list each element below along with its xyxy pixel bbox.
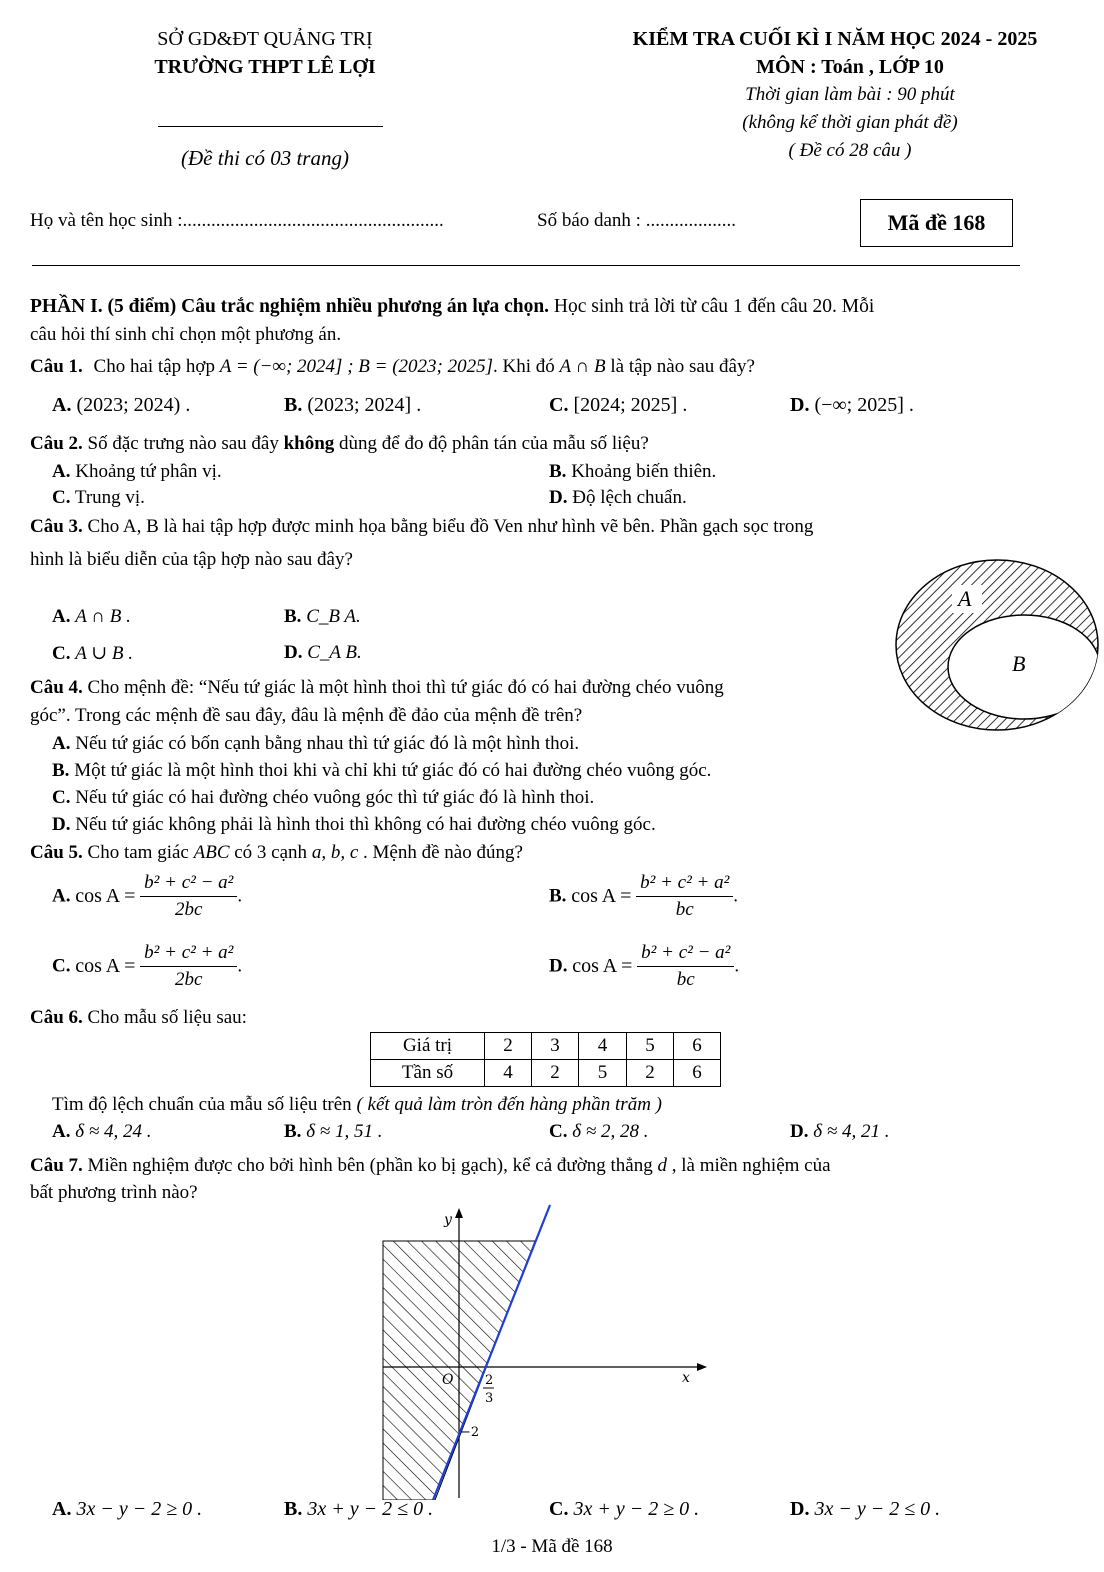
q5-option-b-fraction [636, 872, 733, 921]
q7-origin-label: O [442, 1372, 454, 1388]
q4-option-a-label: A. [52, 733, 71, 754]
q3-option-d-text: C_A B. [307, 642, 362, 663]
q1-text-c: là tập nào sau đây? [605, 356, 755, 377]
q6-sub-italic: ( kết quả làm tròn đến hàng phần trăm ) [356, 1094, 662, 1115]
q6-sub-text: Tìm độ lệch chuẩn của mẫu số liệu trên [52, 1094, 357, 1115]
page-footer: 1/3 - Mã đề 168 [491, 1536, 613, 1557]
q7-line-name: d [657, 1155, 667, 1176]
q3-option-c-text: A ∪ B . [75, 643, 134, 664]
q3-option-b-label: B. [284, 606, 302, 627]
q7-stem-line1 [30, 1155, 831, 1177]
q6-option-a-label: A. [52, 1121, 71, 1142]
q2-stem [30, 433, 649, 455]
q2-label: Câu 2. [30, 433, 83, 454]
q7-label: Câu 7. [30, 1155, 83, 1176]
q7-graph [380, 1200, 715, 1500]
part1-heading [30, 296, 874, 318]
q2-option-d-text: Độ lệch chuẩn. [567, 487, 687, 508]
q5-option-a-denominator: 2bc [175, 899, 203, 920]
part1-heading-line2: câu hỏi thí sinh chỉ chọn một phương án. [30, 324, 342, 345]
q6-table-cell: 5 [579, 1060, 627, 1087]
q7-text-line1b: , là miền nghiệm của [666, 1155, 831, 1176]
q2-option-c-text: Trung vị. [70, 487, 145, 508]
q4-option-b-text: Một tứ giác là một hình thoi khi và chỉ khi tứ giác đó có hai đường chéo vuông góc. [69, 760, 712, 781]
q1-option-c-text: [2024; 2025] . [573, 394, 688, 416]
q4-option-c-label: C. [52, 787, 71, 808]
q5-option-b-denominator: bc [675, 899, 694, 920]
q5-text-b: có 3 cạnh [229, 842, 312, 863]
q2-text-b: dùng để đo độ phân tán của mẫu số liệu? [334, 433, 649, 454]
q6-table-head-values: Giá trị [371, 1033, 485, 1060]
q6-table-cell: 4 [579, 1033, 627, 1060]
q7-x-arrow-icon [697, 1363, 707, 1371]
q5-option-d-denominator: bc [676, 969, 695, 990]
q7-option-a-text: 3x − y − 2 ≥ 0 . [76, 1498, 203, 1520]
q1-option-d-text: (−∞; 2025] . [814, 394, 914, 416]
q4-option-a[interactable] [52, 733, 579, 755]
department-name: SỞ GD&ĐT QUẢNG TRỊ [157, 28, 373, 50]
q6-table-head-frequency: Tần số [371, 1060, 485, 1087]
q4-option-b-label: B. [52, 760, 70, 781]
q7-option-a-label: A. [52, 1498, 72, 1520]
q7-stem-line2: bất phương trình nào? [30, 1182, 198, 1203]
q7-x-label: x [682, 1370, 690, 1386]
q5-option-a-fraction [140, 872, 237, 921]
q1-option-a-text: (2023; 2024) . [76, 394, 191, 416]
q6-table-cell: 4 [485, 1060, 532, 1087]
q1-option-a[interactable] [52, 394, 190, 417]
q2-text-a: Số đặc trưng nào sau đây [82, 433, 284, 454]
exam-code-box [860, 199, 1013, 247]
q1-option-b-label: B. [284, 394, 303, 416]
q6-table-cell: 6 [674, 1060, 721, 1087]
q1-text-a: Cho hai tập hợp [93, 356, 220, 377]
q4-option-d-text: Nếu tứ giác không phải là hình thoi thì không có hai đường chéo vuông góc. [70, 814, 656, 835]
q7-text-line1: Miền nghiệm được cho bởi hình bên (phần ko bị gạch), kể cả đường thẳng [82, 1155, 658, 1176]
q2-option-b-label: B. [549, 461, 567, 482]
q1-option-b-text: (2023; 2024] . [307, 394, 422, 416]
q2-option-a[interactable] [52, 461, 222, 483]
q5-option-d-fraction [637, 942, 734, 991]
q2-option-d[interactable] [549, 487, 687, 509]
q7-option-d-text: 3x − y − 2 ≤ 0 . [814, 1498, 941, 1520]
q7-option-d[interactable] [790, 1498, 940, 1521]
q3-option-a-label: A. [52, 606, 71, 627]
q1-option-a-label: A. [52, 394, 72, 416]
q2-option-b-text: Khoảng biến thiên. [566, 461, 717, 482]
q5-option-a[interactable]: A. cos A = $\frac{\text{b² + c² − a²}}{2bc}$ . [52, 872, 243, 920]
q2-text-bold: không [283, 433, 335, 454]
q5-triangle: ABC [193, 842, 230, 863]
time-line: Thời gian làm bài : 90 phút [745, 84, 955, 105]
q4-text-line1: Cho mệnh đề: “Nếu tứ giác là một hình thoi thì tứ giác đó có hai đường chéo vuông [82, 677, 724, 698]
q1-sets: A = (−∞; 2024] ; B = (2023; 2025] [219, 356, 494, 377]
q3-option-a[interactable] [52, 606, 131, 628]
q6-option-b-label: B. [284, 1121, 302, 1142]
q5-option-d-lhs: cos A = [572, 955, 633, 977]
q5-option-d[interactable]: D. cos A = $\frac{\text{b² + c² − a²}}{bc}$ . [549, 942, 740, 990]
part1-heading-rest: Học sinh trả lời từ câu 1 đến câu 20. Mỗi [549, 296, 875, 317]
q6-option-b-text: δ ≈ 1, 51 . [306, 1121, 383, 1142]
q7-option-c-text: 3x + y − 2 ≥ 0 . [573, 1498, 700, 1520]
q3-option-d-label: D. [284, 642, 303, 663]
student-id-field[interactable]: Số báo danh : ................... [537, 210, 736, 231]
school-name: TRƯỜNG THPT LÊ LỢI [154, 56, 376, 78]
q6-table-row-frequency [371, 1060, 721, 1087]
q5-option-c-fraction [140, 942, 237, 991]
q2-option-b[interactable] [549, 461, 716, 483]
q4-stem-line1 [30, 677, 724, 699]
q6-table-cell: 2 [485, 1033, 532, 1060]
q3-stem-line1 [30, 516, 813, 538]
q5-option-b-lhs: cos A = [571, 885, 632, 907]
q3-text-line1: Cho A, B là hai tập hợp được minh họa bằng biểu đồ Ven như hình vẽ bên. Phần gạch sọc trong [82, 516, 814, 537]
q4-option-b[interactable] [52, 760, 711, 782]
q5-option-c-lhs: cos A = [75, 955, 136, 977]
q5-option-a-label: A. [52, 885, 71, 907]
time-note: (không kể thời gian phát đề) [742, 112, 958, 133]
q3-option-c-label: C. [52, 643, 71, 664]
q5-option-b-numerator: b² + c² + a² [636, 872, 733, 897]
q5-option-c-label: C. [52, 955, 71, 977]
q7-option-b-text: 3x + y − 2 ≤ 0 . [307, 1498, 434, 1520]
q1-option-d[interactable] [790, 394, 914, 417]
q5-option-b-label: B. [549, 885, 567, 907]
venn-label-b: B [1012, 651, 1026, 676]
q3-label: Câu 3. [30, 516, 83, 537]
q6-label: Câu 6. [30, 1007, 83, 1028]
q5-option-a-numerator: b² + c² − a² [140, 872, 237, 897]
q1-expr: A ∩ B [559, 356, 606, 377]
q7-y-label: y [444, 1212, 452, 1228]
q6-option-c-text: δ ≈ 2, 28 . [572, 1121, 649, 1142]
q4-label: Câu 4. [30, 677, 83, 698]
q3-option-a-text: A ∩ B . [75, 606, 131, 627]
q6-option-a[interactable] [52, 1121, 152, 1143]
q5-option-c-numerator: b² + c² + a² [140, 942, 237, 967]
q6-option-d-label: D. [790, 1121, 809, 1142]
q1-option-d-label: D. [790, 394, 810, 416]
q1-label: Câu 1. [30, 356, 83, 377]
q1-option-c[interactable] [549, 394, 687, 417]
q5-option-d-label: D. [549, 955, 568, 977]
exam-title: KIỂM TRA CUỐI KÌ I NĂM HỌC 2024 - 2025 [632, 28, 1038, 50]
header-divider-short [158, 126, 383, 127]
q6-option-d-text: δ ≈ 4, 21 . [813, 1121, 890, 1142]
q6-stem [30, 1007, 247, 1029]
q6-option-c-label: C. [549, 1121, 568, 1142]
question-count: ( Đề có 28 câu ) [788, 140, 912, 161]
subject-line: MÔN : Toán , LỚP 10 [756, 56, 944, 78]
part1-heading-bold: PHẦN I. (5 điểm) Câu trắc nghiệm nhiều phương án lựa chọn. [30, 296, 550, 317]
q3-option-b[interactable] [284, 606, 361, 628]
q5-option-c[interactable]: C. cos A = $\frac{\text{b² + c² + a²}}{2bc}$ . [52, 942, 243, 990]
q7-frac-denominator: 3 [485, 1391, 494, 1406]
q1-stem [30, 356, 755, 378]
q6-option-c[interactable] [549, 1121, 649, 1143]
q6-text: Cho mẫu số liệu sau: [82, 1007, 247, 1028]
q6-option-d[interactable] [790, 1121, 890, 1143]
q2-option-c-label: C. [52, 487, 71, 508]
q3-option-b-text: C_B A. [306, 606, 361, 627]
q3-option-c[interactable] [52, 642, 133, 665]
q5-text-c: . Mệnh đề nào đúng? [358, 842, 523, 863]
q7-option-b-label: B. [284, 1498, 303, 1520]
q7-frac-numerator: 2 [485, 1373, 494, 1388]
q1-text-b: . Khi đó [493, 356, 560, 377]
student-name-field[interactable]: Họ và tên học sinh :....................................................... [30, 210, 444, 231]
q6-table-cell: 2 [627, 1060, 674, 1087]
q5-option-d-numerator: b² + c² − a² [637, 942, 734, 967]
venn-diagram [892, 555, 1102, 735]
q2-option-a-text: Khoảng tứ phân vị. [70, 461, 222, 482]
q6-table-row-values [371, 1033, 721, 1060]
q6-table-cell: 5 [627, 1033, 674, 1060]
q5-stem [30, 842, 523, 864]
q6-data-table [370, 1032, 721, 1087]
q6-table-cell: 2 [532, 1060, 579, 1087]
q4-option-c[interactable] [52, 787, 594, 809]
q4-stem-line2: góc”. Trong các mệnh đề sau đây, đâu là mệnh đề đảo của mệnh đề trên? [30, 705, 583, 726]
q7-option-c-label: C. [549, 1498, 569, 1520]
q5-option-b[interactable]: B. cos A = $\frac{\text{b² + c² + a²}}{bc}$ . [549, 872, 739, 920]
q5-sides: a, b, c [311, 842, 359, 863]
q5-label: Câu 5. [30, 842, 83, 863]
q5-text-a: Cho tam giác [82, 842, 194, 863]
q4-option-a-text: Nếu tứ giác có bốn cạnh bằng nhau thì tứ giác đó là một hình thoi. [70, 733, 580, 754]
q6-sub-question [52, 1094, 662, 1116]
q6-table-cell: 6 [674, 1033, 721, 1060]
q7-y-tick-label: −2 [460, 1425, 480, 1440]
q5-option-c-denominator: 2bc [175, 969, 203, 990]
q4-option-c-text: Nếu tứ giác có hai đường chéo vuông góc thì tứ giác đó là hình thoi. [70, 787, 595, 808]
exam-code: Mã đề 168 [887, 210, 986, 235]
pages-note: (Đề thi có 03 trang) [181, 146, 349, 170]
venn-label-a: A [958, 586, 972, 611]
q3-option-d[interactable] [284, 642, 362, 664]
q1-option-c-label: C. [549, 394, 569, 416]
q4-option-d-label: D. [52, 814, 71, 835]
q2-option-d-label: D. [549, 487, 568, 508]
q6-option-b[interactable] [284, 1121, 382, 1143]
q7-option-a[interactable] [52, 1498, 202, 1521]
q7-y-arrow-icon [455, 1208, 463, 1218]
q6-table-cell: 3 [532, 1033, 579, 1060]
q1-option-b[interactable] [284, 394, 421, 417]
q6-option-a-text: δ ≈ 4, 24 . [75, 1121, 152, 1142]
q7-option-d-label: D. [790, 1498, 810, 1520]
q7-option-b[interactable] [284, 1498, 433, 1521]
q3-stem-line2: hình là biểu diễn của tập hợp nào sau đây? [30, 549, 353, 570]
q5-option-a-lhs: cos A = [75, 885, 136, 907]
header-divider-long [32, 265, 1020, 266]
q4-option-d[interactable] [52, 814, 656, 836]
q7-option-c[interactable] [549, 1498, 699, 1521]
q2-option-a-label: A. [52, 461, 71, 482]
q2-option-c[interactable] [52, 487, 145, 509]
